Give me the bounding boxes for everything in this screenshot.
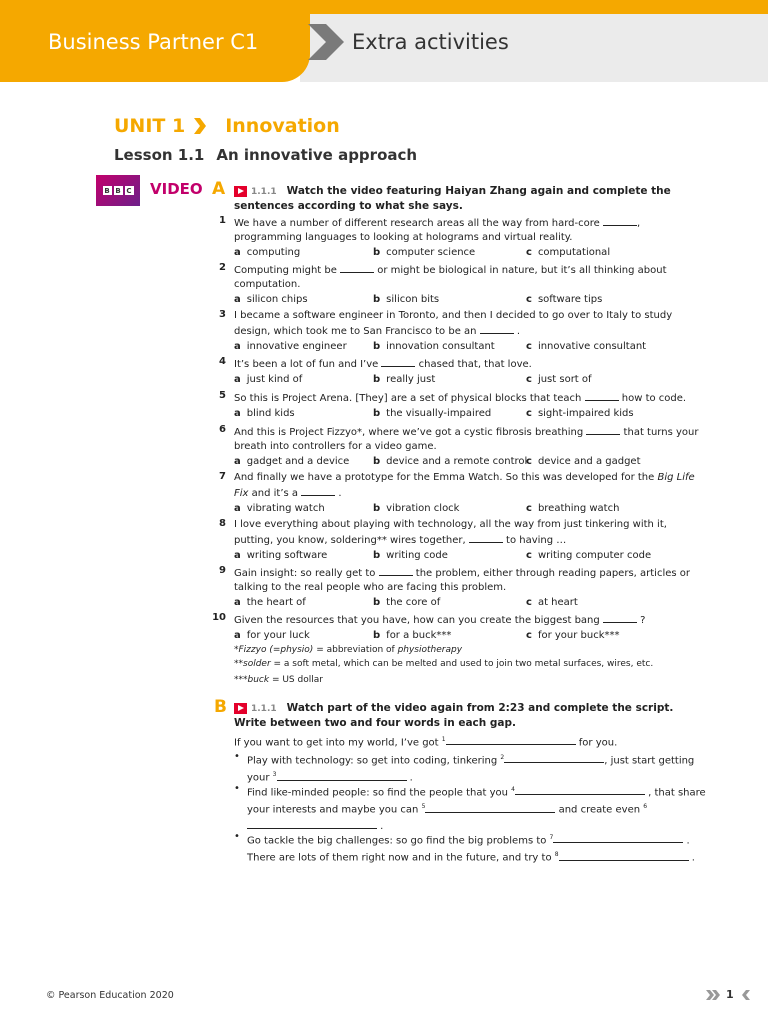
option-letter: a <box>234 408 241 419</box>
gap-number: 5 <box>421 803 426 811</box>
option-text: for a buck*** <box>386 630 452 641</box>
lesson-title: An innovative approach <box>216 146 418 164</box>
option-letter: c <box>526 550 532 561</box>
option-text: computational <box>537 247 611 258</box>
instruction-text: Watch part of the video again from 2:23 and complete the script. Write between two and four words in each gap. <box>234 702 674 729</box>
gap-number: 7 <box>549 834 554 841</box>
question-text-part: , programming languages to looking at holograms and virtual reality. <box>234 218 641 243</box>
page-number-area <box>706 988 750 1001</box>
gap-number: 3 <box>272 771 277 779</box>
question-number: 6 <box>219 424 226 435</box>
question-text <box>234 356 704 372</box>
gap-blank[interactable] <box>553 832 683 843</box>
option-letter: b <box>373 597 381 608</box>
question-text-part: to having … <box>502 534 567 546</box>
option-letter: b <box>373 408 381 419</box>
question-text <box>234 612 704 628</box>
question-text <box>234 424 704 453</box>
question-text-part: Gain insight: so really get to <box>234 568 379 579</box>
answer-option-c[interactable] <box>526 629 620 642</box>
answer-option-b[interactable] <box>373 629 451 642</box>
footnote <box>234 658 653 671</box>
chevron-right-icon <box>193 118 207 134</box>
gap-blank[interactable] <box>277 770 407 781</box>
question-text <box>234 390 704 406</box>
answer-option-b[interactable] <box>373 455 527 468</box>
gap-blank[interactable] <box>559 850 689 861</box>
option-letter: c <box>526 294 532 305</box>
question-number: 1 <box>219 215 226 226</box>
footnote-term: **solder <box>234 659 271 669</box>
option-letter: c <box>526 597 532 608</box>
option-text: writing computer code <box>537 550 652 561</box>
question-number: 9 <box>219 565 226 576</box>
question-text-part: or might be biological in nature, but it’s all thinking about computation. <box>234 265 667 290</box>
answer-option-b[interactable] <box>373 373 435 386</box>
option-text: gadget and a device <box>246 456 350 467</box>
header-subtitle: Extra activities <box>352 30 509 54</box>
question-number: 3 <box>219 309 226 320</box>
question-text <box>234 565 704 594</box>
script-text: , just start getting your <box>247 755 695 784</box>
option-text: just sort of <box>537 374 592 385</box>
option-text: vibration clock <box>386 503 460 514</box>
answer-option-a[interactable] <box>234 502 325 515</box>
option-letter: b <box>373 630 381 641</box>
option-letter: c <box>526 456 532 467</box>
option-letter: b <box>373 247 381 258</box>
option-text: innovative consultant <box>537 341 647 352</box>
script-text: . <box>377 820 384 832</box>
question-text-part: how to code. <box>618 393 687 404</box>
chevron-right-icon <box>706 990 720 1000</box>
script-text: Go tackle the big challenges: so go find the big problems to <box>247 835 550 847</box>
answer-option-c[interactable] <box>526 407 634 420</box>
page-header <box>0 0 768 82</box>
gap-blank[interactable] <box>469 532 503 543</box>
option-letter: a <box>234 503 241 514</box>
chevron-right-icon <box>306 24 346 60</box>
script-bullet <box>247 751 717 786</box>
script-text: , that share your interests and maybe you can <box>247 787 706 816</box>
gap-number: 2 <box>500 754 505 761</box>
option-text: the core of <box>386 597 441 608</box>
option-letter: b <box>373 550 381 561</box>
gap-number: 8 <box>554 851 559 859</box>
option-letter: c <box>526 341 532 352</box>
answer-option-c[interactable] <box>526 373 592 386</box>
answer-option-b[interactable] <box>373 246 475 259</box>
script-text: for you. <box>575 737 618 749</box>
video-label: VIDEO <box>150 180 203 198</box>
option-letter: c <box>526 503 532 514</box>
gap-blank[interactable] <box>586 424 620 435</box>
answer-option-c[interactable] <box>526 502 619 515</box>
option-letter: c <box>526 247 532 258</box>
option-letter: a <box>234 456 241 467</box>
bullet: • <box>234 751 240 762</box>
script-intro <box>234 733 704 750</box>
question-text-part: I love everything about playing with technology, all the way from just tinkering with it, putting, you know, soldering** wires together, <box>234 519 667 546</box>
play-icon[interactable] <box>234 186 247 197</box>
answer-option-a[interactable] <box>234 549 327 562</box>
option-letter: b <box>373 456 381 467</box>
gap-blank[interactable] <box>247 818 377 829</box>
footnote-text: = a soft metal, which can be melted and used to join two metal surfaces, wires, etc. <box>270 659 654 669</box>
bullet: • <box>234 783 240 794</box>
question-text-part: Big Life Fix <box>234 472 695 499</box>
answer-option-a[interactable] <box>234 293 308 306</box>
option-letter: a <box>234 630 241 641</box>
question-number: 2 <box>219 262 226 273</box>
option-letter: c <box>526 408 532 419</box>
question-text-part: Computing might be <box>234 265 341 276</box>
option-letter: b <box>373 294 381 305</box>
question-text <box>234 471 704 500</box>
option-text: at heart <box>537 597 578 608</box>
question-text-part: . <box>335 487 342 499</box>
gap-blank[interactable] <box>381 356 415 367</box>
track-number: 1.1.1 <box>251 704 277 714</box>
section-a-letter: A <box>212 179 226 199</box>
gap-blank[interactable] <box>603 215 637 226</box>
option-letter: b <box>373 503 381 514</box>
question-text-part: We have a number of different research areas all the way from hard-core <box>234 218 603 229</box>
answer-option-a[interactable] <box>234 373 302 386</box>
bullet: • <box>234 831 240 842</box>
section-a-instruction <box>234 184 704 213</box>
option-letter: c <box>526 630 532 641</box>
question-number: 8 <box>219 518 226 529</box>
track-number: 1.1.1 <box>251 187 277 197</box>
section-b-instruction <box>234 701 704 730</box>
answer-option-a[interactable] <box>234 340 347 353</box>
footnote <box>234 674 323 687</box>
bbc-logo-letter: B <box>104 186 110 195</box>
option-text: device and a gadget <box>537 456 641 467</box>
lesson-label: Lesson 1.1 <box>114 146 205 164</box>
footnote <box>234 644 462 657</box>
script-text: If you want to get into my world, I’ve got <box>234 737 442 749</box>
answer-option-c[interactable] <box>526 596 578 609</box>
question-text-part: . <box>513 325 521 337</box>
answer-option-b[interactable] <box>373 340 495 353</box>
question-text-part: chased that, that love. <box>415 359 532 370</box>
answer-option-c[interactable] <box>526 293 602 306</box>
option-text: the heart of <box>246 597 306 608</box>
bbc-logo-letter: C <box>126 186 132 195</box>
chevron-left-icon <box>740 990 750 1000</box>
script-text: Play with technology: so get into coding, tinkering <box>247 755 501 767</box>
script-text: . <box>406 772 413 784</box>
option-text: innovation consultant <box>386 341 495 352</box>
unit-heading <box>114 115 340 137</box>
footnote-text: = US dollar <box>269 675 323 685</box>
script-text: and create even <box>555 804 644 816</box>
question-text-part: I became a software engineer in Toronto, and then I decided to go over to Italy to study design, which took me to San Francisco to be an <box>234 310 673 337</box>
option-letter: b <box>373 374 381 385</box>
gap-blank[interactable] <box>379 565 413 576</box>
answer-option-b[interactable] <box>373 502 459 515</box>
question-number: 4 <box>219 356 226 367</box>
answer-option-a[interactable] <box>234 629 310 642</box>
gap-number: 4 <box>511 786 515 793</box>
book-title: Business Partner C1 <box>48 30 259 54</box>
script-bullet <box>247 831 717 866</box>
question-text-part: And finally we have a prototype for the Emma Watch. So this was developed for the <box>234 472 658 483</box>
copyright: © Pearson Education 2020 <box>46 990 174 1001</box>
option-text: innovative engineer <box>246 341 347 352</box>
option-text: silicon chips <box>246 294 308 305</box>
answer-option-b[interactable] <box>373 596 440 609</box>
option-letter: a <box>234 597 241 608</box>
question-text-part: Given the resources that you have, how can you create the biggest bang <box>234 615 603 626</box>
option-text: writing software <box>246 550 328 561</box>
question-number: 10 <box>212 612 226 623</box>
footnote-term: physiotherapy <box>397 645 463 655</box>
question-text-part: So this is Project Arena. [They] are a set of physical blocks that teach <box>234 393 585 404</box>
footnote-term: *Fizzyo (=physio) <box>234 645 314 655</box>
answer-option-b[interactable] <box>373 549 448 562</box>
instruction-text: Watch the video featuring Haiyan Zhang again and complete the sentences according to what she says. <box>234 185 671 212</box>
answer-option-c[interactable] <box>526 246 610 259</box>
script-bullet <box>247 783 717 834</box>
unit-name: Innovation <box>225 115 340 137</box>
option-text: blind kids <box>246 408 295 419</box>
gap-blank[interactable] <box>515 784 645 795</box>
script-text: Find like-minded people: so find the people that you <box>247 787 512 799</box>
gap-blank[interactable] <box>301 485 335 496</box>
unit-label: UNIT 1 <box>114 115 186 137</box>
option-text: software tips <box>537 294 603 305</box>
bbc-logo-letter: B <box>115 186 121 195</box>
option-letter: a <box>234 294 241 305</box>
option-text: really just <box>386 374 436 385</box>
answer-option-a[interactable] <box>234 596 306 609</box>
footnote-text: = abbreviation of <box>313 645 398 655</box>
question-text <box>234 309 704 338</box>
gap-blank[interactable] <box>425 802 555 813</box>
option-text: sight-impaired kids <box>537 408 634 419</box>
question-text-part: the problem, either through reading papers, articles or talking to the real people who are facing this problem. <box>234 568 691 593</box>
question-text <box>234 262 704 291</box>
option-letter: c <box>526 374 532 385</box>
play-icon[interactable] <box>234 703 247 714</box>
gap-number: 1 <box>441 736 446 743</box>
option-letter: a <box>234 550 241 561</box>
answer-option-a[interactable] <box>234 407 295 420</box>
option-text: for your luck <box>246 630 310 641</box>
option-text: writing code <box>386 550 448 561</box>
question-text <box>234 215 704 244</box>
bbc-logo <box>96 175 140 206</box>
option-letter: a <box>234 247 241 258</box>
option-text: computer science <box>386 247 476 258</box>
option-text: for your buck*** <box>537 630 620 641</box>
script-text: . There are lots of them right now and in the future, and try to <box>247 835 690 864</box>
option-letter: b <box>373 341 381 352</box>
gap-blank[interactable] <box>504 752 604 763</box>
question-number: 7 <box>219 471 226 482</box>
section-b-letter: B <box>214 697 227 717</box>
option-text: just kind of <box>246 374 303 385</box>
option-letter: a <box>234 341 241 352</box>
option-text: the visually-impaired <box>386 408 492 419</box>
page-number: 1 <box>726 988 734 1001</box>
answer-option-a[interactable] <box>234 246 300 259</box>
gap-blank[interactable] <box>340 262 374 273</box>
footnote-term: ***buck <box>234 675 270 685</box>
gap-number: 6 <box>643 803 648 811</box>
gap-blank[interactable] <box>585 390 619 401</box>
script-text: . <box>688 852 695 864</box>
question-text-part: It’s been a lot of fun and I’ve <box>234 359 382 370</box>
gap-blank[interactable] <box>480 323 514 334</box>
answer-option-c[interactable] <box>526 455 641 468</box>
question-number: 5 <box>219 390 226 401</box>
option-letter: a <box>234 374 241 385</box>
answer-option-a[interactable] <box>234 455 349 468</box>
question-text-part: and it’s a <box>248 487 302 499</box>
question-text-part: ? <box>636 615 646 626</box>
answer-option-c[interactable] <box>526 340 646 353</box>
answer-option-c[interactable] <box>526 549 651 562</box>
gap-blank[interactable] <box>446 734 576 745</box>
gap-blank[interactable] <box>603 612 637 623</box>
option-text: breathing watch <box>537 503 620 514</box>
option-text: vibrating watch <box>246 503 325 514</box>
answer-option-b[interactable] <box>373 407 491 420</box>
option-text: computing <box>246 247 301 258</box>
question-text-part: And this is Project Fizzyo*, where we’ve got a cystic fibrosis breathing <box>234 427 587 438</box>
question-text-part: that turns your breath into controllers for a video game. <box>234 427 699 452</box>
option-text: silicon bits <box>386 294 440 305</box>
lesson-heading <box>114 146 417 164</box>
question-text <box>234 518 704 547</box>
option-text: device and a remote control <box>386 456 528 467</box>
answer-option-b[interactable] <box>373 293 439 306</box>
